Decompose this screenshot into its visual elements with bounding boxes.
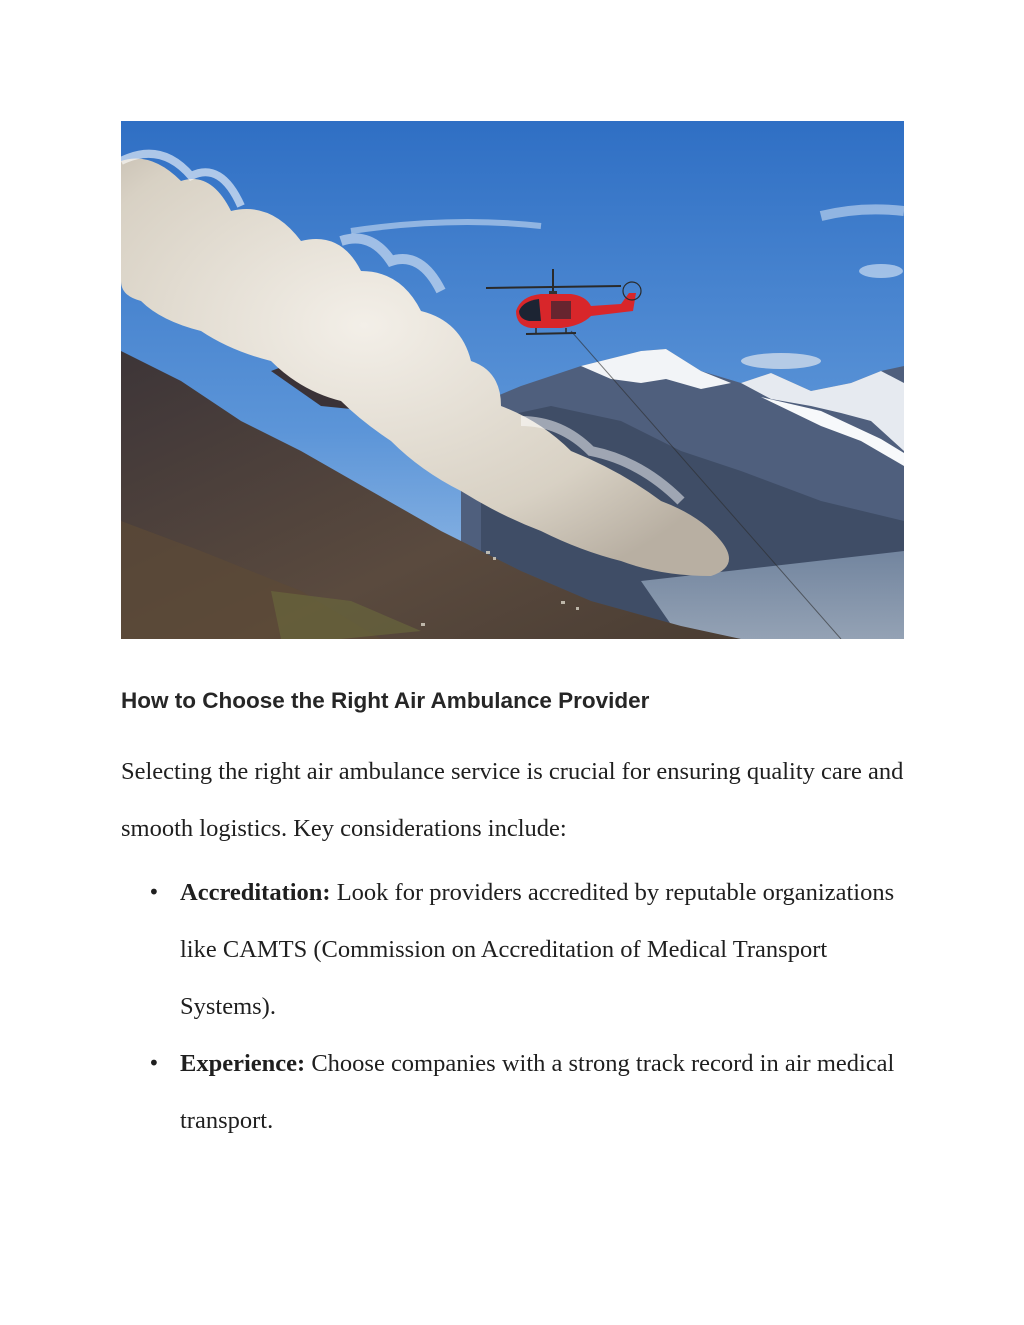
helicopter-mountain-photo (121, 121, 904, 639)
list-item (121, 864, 916, 1035)
bullet-icon: • (148, 1051, 160, 1075)
list-item-term: Experience: (180, 1050, 312, 1077)
intro-paragraph: Selecting the right air ambulance service is crucial for ensuring quality care and smooth logistics. Key considerations include: (121, 758, 904, 842)
considerations-list (121, 864, 916, 1149)
list-item-text: Choose companies with a strong track record in air medical transport. (180, 1050, 895, 1134)
list-item-term: Accreditation: (180, 879, 337, 906)
list-item (121, 1035, 916, 1149)
bullet-icon: • (148, 880, 160, 904)
list-item-text: Look for providers accredited by reputable organizations like CAMTS (Commission on Accreditation of Medical Transport Systems). (180, 879, 895, 1020)
section-heading: How to Choose the Right Air Ambulance Provider (121, 688, 650, 713)
